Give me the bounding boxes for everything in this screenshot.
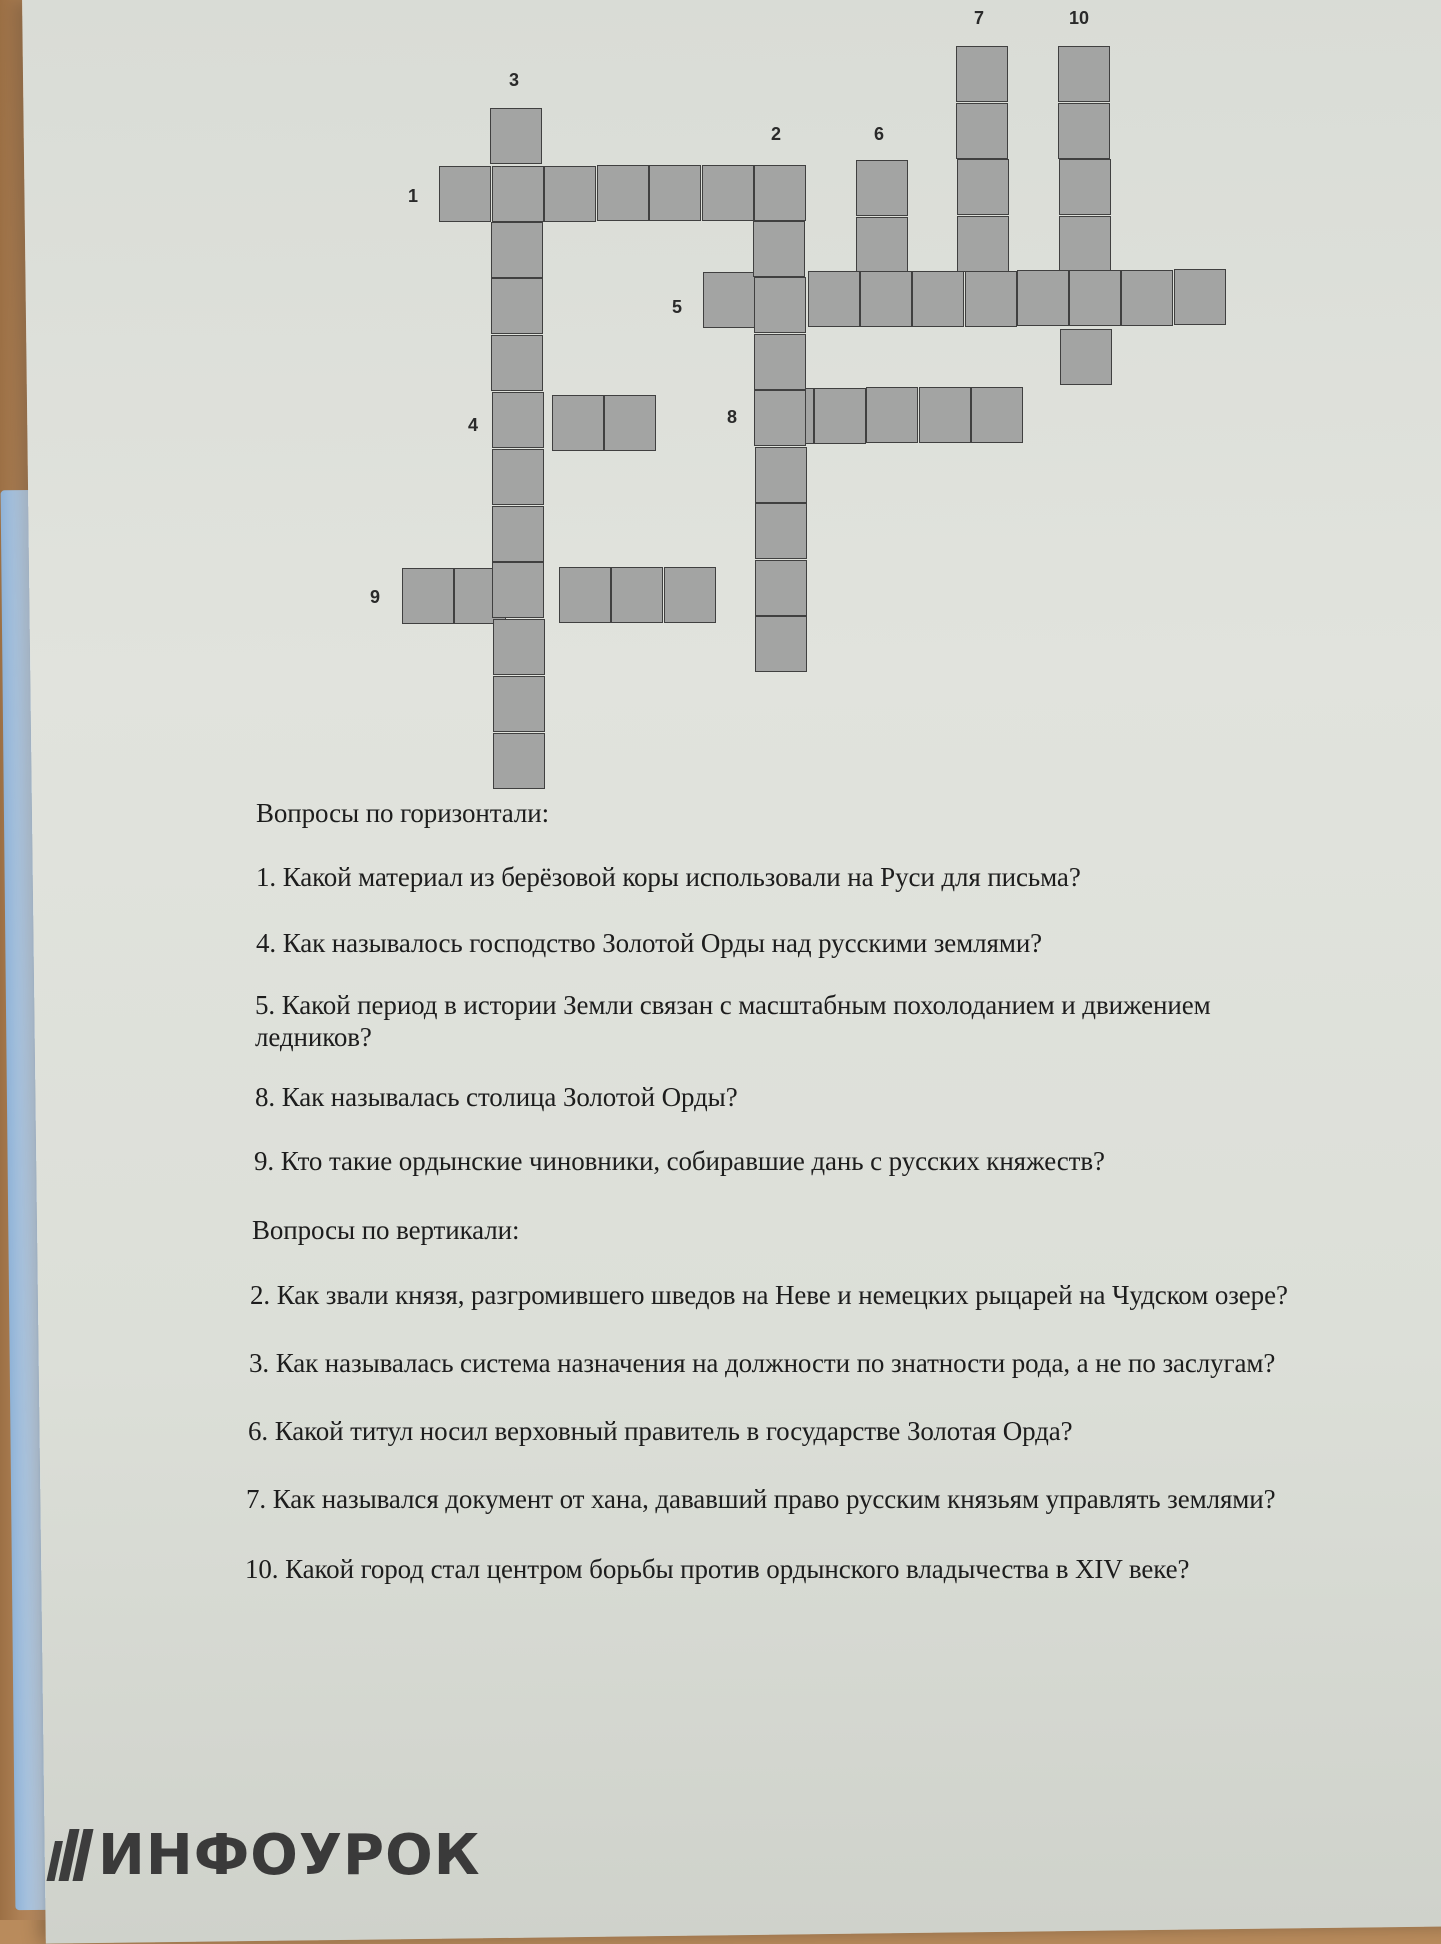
clue-h-5: 5. Какой период в истории Земли связан с масштабным похолоданием и движением <box>255 990 1211 1020</box>
clue-number-2: 2 <box>771 124 782 144</box>
clue-h-4: 4. Как называлось господство Золотой Орды над русскими землями? <box>256 928 1043 958</box>
clue-number-1: 1 <box>408 186 419 206</box>
clue-v-6: 6. Какой титул носил верховный правитель в государстве Золотая Орда? <box>248 1416 1073 1446</box>
horizontal-heading: Вопросы по горизонтали: <box>256 798 549 828</box>
clue-number-4: 4 <box>468 415 479 435</box>
clue-number-6: 6 <box>874 124 885 144</box>
clue-h-5-cont: ледников? <box>255 1022 372 1052</box>
clue-h-8: 8. Как называлась столица Золотой Орды? <box>255 1082 738 1112</box>
clue-v-3: 3. Как называлась система назначения на должности по знатности рода, а не по заслугам? <box>249 1348 1276 1378</box>
clue-v-7: 7. Как назывался документ от хана, дававший право русским князьям управлять землями? <box>246 1484 1276 1514</box>
vertical-heading: Вопросы по вертикали: <box>252 1215 520 1245</box>
logo-mark-icon <box>46 1829 93 1881</box>
clue-h-1: 1. Какой материал из берёзовой коры использовали на Руси для письма? <box>256 862 1081 892</box>
clue-number-9: 9 <box>370 587 381 607</box>
logo-text: ИНФОУРОК <box>98 1822 481 1888</box>
clue-number-7: 7 <box>974 8 985 28</box>
clue-v-10: 10. Какой город стал центром борьбы против ордынского владычества в XIV веке? <box>245 1554 1190 1584</box>
clue-number-5: 5 <box>672 297 683 317</box>
clue-v-2: 2. Как звали князя, разгромившего шведов на Неве и немецких рыцарей на Чудском озере? <box>250 1280 1288 1310</box>
clue-number-10: 10 <box>1069 8 1090 28</box>
clue-number-3: 3 <box>509 70 520 90</box>
infourok-logo <box>52 1820 480 1890</box>
clue-number-8: 8 <box>727 407 738 427</box>
clue-h-9: 9. Кто такие ордынские чиновники, собиравшие дань с русских княжеств? <box>254 1146 1105 1176</box>
